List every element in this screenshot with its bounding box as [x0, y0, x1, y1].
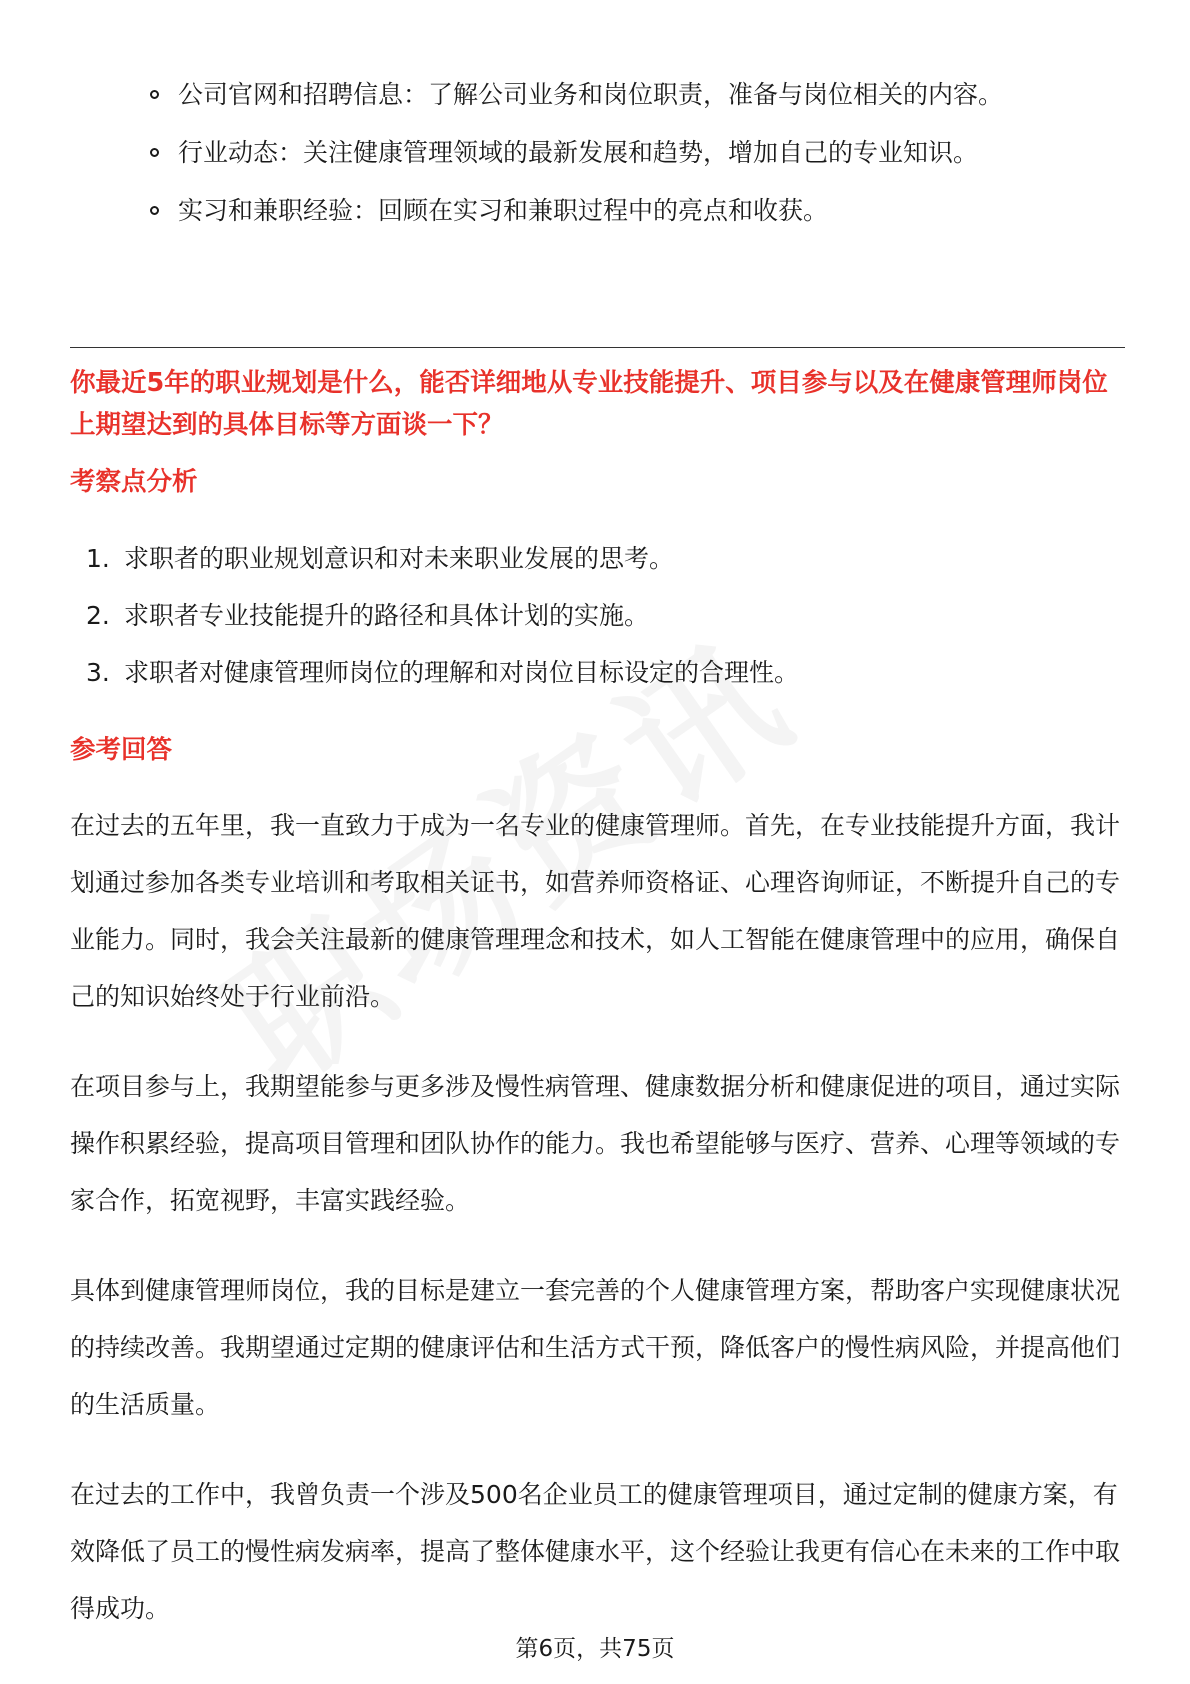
- answer-heading: 参考回答: [70, 735, 173, 765]
- interview-question: 你最近5年的职业规划是什么，能否详细地从专业技能提升、项目参与以及在健康管理师岗位上期望达到的具体目标等方面谈一下？: [70, 368, 1108, 440]
- item-number: 2.: [86, 601, 110, 630]
- item-text: 求职者的职业规划意识和对未来职业发展的思考。: [124, 544, 675, 573]
- hollow-bullet-icon: [150, 148, 159, 157]
- hollow-bullet-icon: [150, 206, 159, 215]
- list-item: [86, 587, 1126, 644]
- analysis-list: [86, 530, 1126, 701]
- answer-paragraph: 在过去的五年里，我一直致力于成为一名专业的健康管理师。首先，在专业技能提升方面，我计划通过参加各类专业培训和考取相关证书，如营养师资格证、心理咨询师证，不断提升自己的专业能力。同时，我会关注最新的健康管理理念和技术，如人工智能在健康管理中的应用，确保自己的知识始终处于行业前沿。: [70, 811, 1121, 1011]
- list-item: [86, 644, 1126, 701]
- top-bullet-list: [150, 66, 1110, 240]
- item-text: 求职者对健康管理师岗位的理解和对岗位目标设定的合理性。: [124, 658, 800, 687]
- hollow-bullet-icon: [150, 90, 159, 99]
- bullet-text: 实习和兼职经验：回顾在实习和兼职过程中的亮点和收获。: [178, 196, 829, 225]
- answer-paragraph: 具体到健康管理师岗位，我的目标是建立一套完善的个人健康管理方案，帮助客户实现健康状况的持续改善。我期望通过定期的健康评估和生活方式干预，降低客户的慢性病风险，并提高他们的生活质量。: [70, 1276, 1121, 1419]
- section-divider: [70, 347, 1125, 348]
- analysis-heading: 考察点分析: [70, 467, 198, 497]
- item-text: 求职者专业技能提升的路径和具体计划的实施。: [124, 601, 650, 630]
- page-number: 第6页，共75页: [515, 1636, 675, 1662]
- item-number: 1.: [86, 544, 110, 573]
- bullet-text: 行业动态：关注健康管理领域的最新发展和趋势，增加自己的专业知识。: [178, 138, 979, 167]
- list-item: [86, 530, 1126, 587]
- list-item: [150, 66, 1110, 124]
- answer-paragraph: 在项目参与上，我期望能参与更多涉及慢性病管理、健康数据分析和健康促进的项目，通过实际操作积累经验，提高项目管理和团队协作的能力。我也希望能够与医疗、营养、心理等领域的专家合作，拓宽视野，丰富实践经验。: [70, 1072, 1121, 1215]
- bullet-text: 公司官网和招聘信息：了解公司业务和岗位职责，准备与岗位相关的内容。: [178, 80, 1004, 109]
- item-number: 3.: [86, 658, 110, 687]
- list-item: [150, 124, 1110, 182]
- answer-paragraph: 在过去的工作中，我曾负责一个涉及500名企业员工的健康管理项目，通过定制的健康方案，有效降低了员工的慢性病发病率，提高了整体健康水平，这个经验让我更有信心在未来的工作中取得成功。: [70, 1480, 1121, 1623]
- list-item: [150, 182, 1110, 240]
